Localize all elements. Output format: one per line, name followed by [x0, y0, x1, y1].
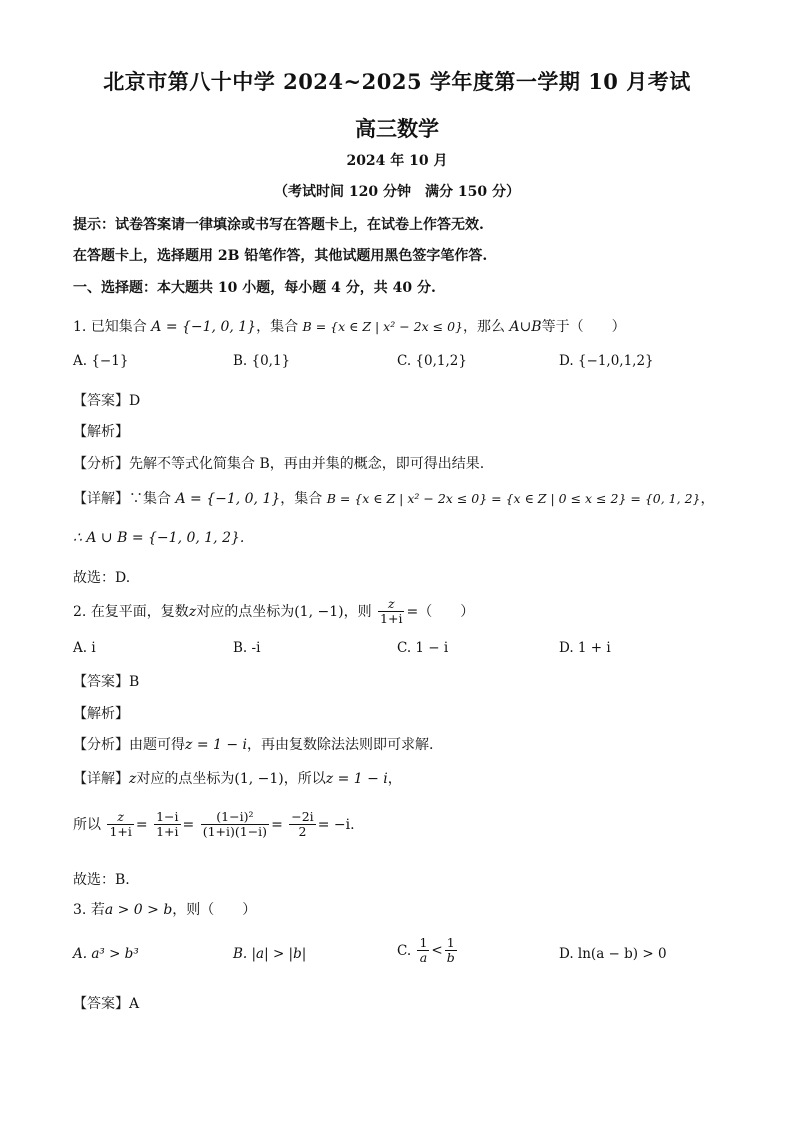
question-number: 2. [73, 603, 87, 620]
q1-option-d: D. {−1,0,1,2} [559, 353, 654, 369]
exam-date: 2024 年 10 月 [346, 153, 448, 169]
q2-option-d: D. 1 + i [559, 640, 611, 656]
question-number: 1. [73, 319, 87, 335]
q3-option-c: C. $\frac{1}{a}$ < $\frac{1}{b}$ [397, 935, 455, 966]
fraction: $\frac{z}{1+i}$ [380, 596, 403, 627]
set-b: B = {x ∈ Z | x² − 2x ≤ 0} [302, 319, 463, 334]
fraction: $\frac{1}{a}$ [419, 935, 428, 966]
set-a: A = {−1, 0, 1} [151, 319, 257, 335]
instruction-line-1: 提示：试卷答案请一律填涂或书写在答题卡上，在试卷上作答无效. [73, 217, 484, 233]
q1-answer: 【答案】D [73, 393, 141, 409]
q3-option-b: B. |a| > |b| [233, 946, 307, 962]
instruction-line-2: 在答题卡上，选择题用 2B 铅笔作答，其他试题用黑色签字笔作答. [73, 248, 488, 264]
exam-time-info: （考试时间 120 分钟 满分 150 分） [274, 184, 520, 200]
fraction: $\frac{z}{1+i}$ [109, 809, 132, 840]
q3-option-a: A. a³ > b³ [73, 946, 139, 962]
q1-choose: 故选：D. [73, 570, 131, 586]
fraction: $\frac{1}{b}$ [446, 935, 455, 966]
q2-option-b: B. -i [233, 640, 261, 656]
q1-conclusion: ∴ A ∪ B = {−1, 0, 1, 2}. [73, 530, 245, 546]
fraction: $\frac{-2i}{2}$ [291, 809, 314, 840]
q1-analysis-label: 【解析】 [73, 424, 129, 440]
q3-option-d: D. ln(a − b) > 0 [559, 946, 667, 962]
q2-answer: 【答案】B [73, 674, 140, 690]
q2-detail: 【详解】z对应的点坐标为(1, −1)，所以z = 1 − i， [73, 771, 402, 787]
q1-option-b: B. {0,1} [233, 353, 291, 369]
q2-option-c: C. 1 − i [397, 640, 449, 656]
q2-fenxi: 【分析】由题可得z = 1 − i，再由复数除法法则即可求解. [73, 737, 434, 753]
question-1-stem: 1. 已知集合 A = {−1, 0, 1}，集合 B = {x ∈ Z | x² − 2x ≤ 0}，那么 A∪B等于（ ） [73, 319, 626, 335]
fraction: $\frac{\text{(1−i)²}}{(1+i)(1-i)}$ [202, 809, 268, 840]
fraction: $\frac{1-i}{1+i}$ [156, 809, 179, 840]
question-2-stem: 2. 在复平面，复数z对应的点坐标为(1, −1)，则 $\frac{z}{1+i}$ =（ ） [73, 596, 475, 627]
q1-fenxi: 【分析】先解不等式化简集合 B，再由并集的概念，即可得出结果. [73, 456, 485, 472]
q1-detail: 【详解】∵集合 A = {−1, 0, 1}，集合 B = {x ∈ Z | x² − 2x ≤ 0} = {x ∈ Z | 0 ≤ x ≤ 2} = {0, 1, 2}， [73, 491, 715, 507]
q2-option-a: A. i [73, 640, 96, 656]
q3-answer: 【答案】A [73, 996, 140, 1012]
exam-title: 北京市第八十中学 2024~2025 学年度第一学期 10 月考试 [103, 69, 691, 94]
question-number: 3. [73, 902, 87, 918]
question-3-stem: 3. 若a > 0 > b，则（ ） [73, 902, 257, 918]
section-heading: 一、选择题：本大题共 10 小题，每小题 4 分，共 40 分. [73, 280, 436, 296]
union-expr: A∪B [509, 319, 542, 335]
q1-option-a: A. {−1} [73, 353, 129, 369]
q2-analysis-label: 【解析】 [73, 706, 129, 722]
exam-subject: 高三数学 [355, 116, 439, 141]
q2-calculation: 所以 $\frac{z}{1+i}$ = $\frac{1-i}{1+i}$ = $\frac{\text{(1−i)²}}{(1+i)(1-i)}$ = $\frac{-2i}{2}$ = −i. [73, 809, 355, 840]
q1-option-c: C. {0,1,2} [397, 353, 467, 369]
q2-choose: 故选：B. [73, 872, 130, 888]
